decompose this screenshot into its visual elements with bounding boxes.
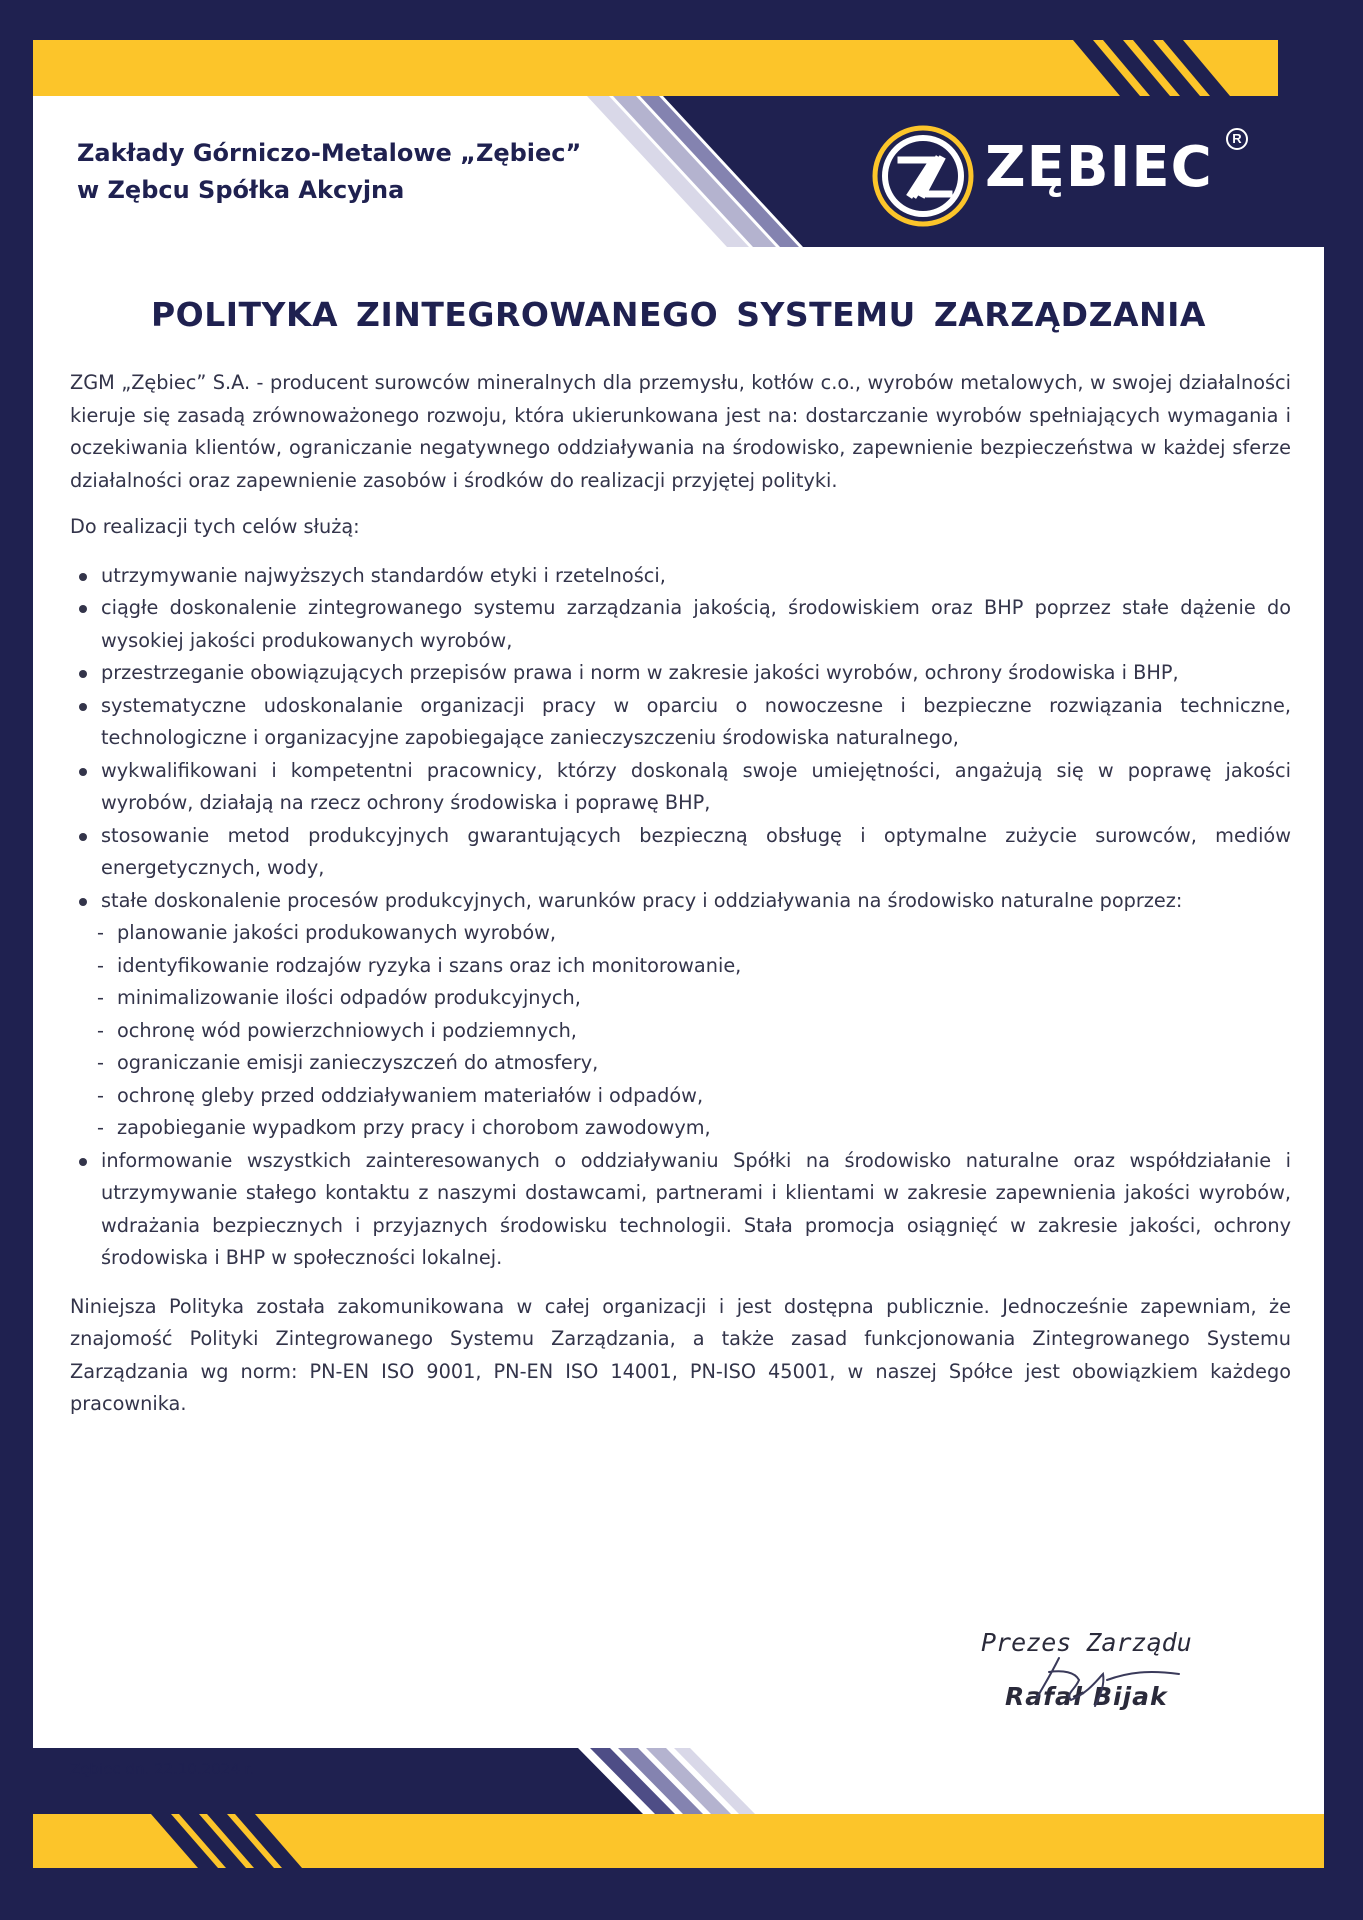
list-item: stałe doskonalenie procesów produkcyjnych, warunków pracy i oddziaływania na środowisko naturalne poprzez:	[70, 885, 1291, 918]
sub-list-item: - minimalizowanie ilości odpadów produkcyjnych,	[70, 982, 1291, 1015]
document-date: Zębiec dn. 22.10.2024 r.	[70, 1760, 255, 1778]
handwritten-signature	[979, 1628, 1279, 1738]
header-top-corner	[1278, 40, 1324, 96]
document-body	[70, 367, 1291, 1421]
document-title: POLITYKA ZINTEGROWANEGO SYSTEMU ZARZĄDZANIA	[151, 295, 1206, 334]
sub-list-item: - ochronę gleby przed oddziaływaniem materiałów i odpadów,	[70, 1080, 1291, 1113]
signature-name: Rafał Bijak	[1005, 1682, 1168, 1711]
list-item: utrzymywanie najwyższych standardów etyki i rzetelności,	[70, 560, 1291, 593]
signature-role: Prezes Zarządu	[981, 1628, 1192, 1657]
sub-list-item: - ochronę wód powierzchniowych i podziemnych,	[70, 1015, 1291, 1048]
intro-paragraph: ZGM „Zębiec” S.A. - producent surowców mineralnych dla przemysłu, kotłów c.o., wyrobów metalowych, w swojej działalności kieruje się zasadą zrównoważonego rozwoju, która ukierunkowana jest na: dostarczanie wyrobów spełniających wymagania i oczekiwania klientów, ograniczanie negatywnego oddziaływania na środowisko, zapewnienie bezpieczeństwa w każdej sferze działalności oraz zapewnienie zasobów i środków do realizacji przyjętej polityki.	[70, 371, 1291, 492]
sub-goals-list	[70, 917, 1291, 1145]
signature-block	[979, 1628, 1279, 1738]
footer-yellow-corner	[33, 1814, 151, 1868]
company-name	[77, 135, 581, 209]
list-item: wykwalifikowani i kompetentni pracownicy, którzy doskonalą swoje umiejętności, angażują się w poprawę jakości wyrobów, działają na rzecz ochrony środowiska i poprawę BHP,	[70, 755, 1291, 820]
list-item: ciągłe doskonalenie zintegrowanego systemu zarządzania jakością, środowiskiem oraz BHP poprzez stałe dążenie do wysokiej jakości produkowanych wyrobów,	[70, 592, 1291, 657]
company-name-line1: Zakłady Górniczo-Metalowe „Zębiec”	[77, 139, 582, 167]
list-item: przestrzeganie obowiązujących przepisów prawa i norm w zakresie jakości wyrobów, ochrony środowiska i BHP,	[70, 657, 1291, 690]
sub-list-item: - identyfikowanie rodzajów ryzyka i szans oraz ich monitorowanie,	[70, 950, 1291, 983]
logo-wordmark: ZĘBIEC	[985, 135, 1213, 200]
footer-navy-block	[33, 1748, 643, 1814]
document-sheet	[33, 40, 1324, 1868]
goals-list	[70, 560, 1291, 918]
closing-paragraph: Niniejsza Polityka została zakomunikowana w całej organizacji i jest dostępna publicznie. Jednocześnie zapewniam, że znajomość Polityki Zintegrowanego Systemu Zarządzania, a także zasad funkcjonowania Zintegrowanego Systemu Zarządzania wg norm: PN-EN ISO 9001, PN-EN ISO 14001, PN-ISO 45001, w naszej Spółce jest obowiązkiem każdego pracownika.	[70, 1294, 1291, 1415]
sub-list-item: - zapobieganie wypadkom przy pracy i chorobom zawodowym,	[70, 1112, 1291, 1145]
zl-monogram-logo-icon	[871, 124, 975, 228]
registered-mark: R	[1226, 128, 1248, 150]
goals-list-continued	[70, 1145, 1291, 1275]
company-name-line2: w Zębcu Spółka Akcyjna	[77, 176, 405, 204]
list-item: informowanie wszystkich zainteresowanych o oddziaływaniu Spółki na środowisko naturalne oraz współdziałanie i utrzymywanie stałego kontaktu z naszymi dostawcami, partnerami i klientami w zakresie zapewnienia jakości wyrobów, wdrażania bezpiecznych i przyjaznych środowisku technologii. Stała promocja osiągnięć w zakresie jakości, ochrony środowiska i BHP w społeczności lokalnej.	[70, 1145, 1291, 1275]
sub-list-item: - planowanie jakości produkowanych wyrobów,	[70, 917, 1291, 950]
lead-sentence: Do realizacji tych celów służą:	[70, 515, 360, 538]
list-item: systematyczne udoskonalanie organizacji pracy w oparciu o nowoczesne i bezpieczne rozwiązania techniczne, technologiczne i organizacyjne zapobiegające zanieczyszczeniu środowiska naturalnego,	[70, 690, 1291, 755]
sub-list-item: - ograniczanie emisji zanieczyszczeń do atmosfery,	[70, 1047, 1291, 1080]
list-item: stosowanie metod produkcyjnych gwarantujących bezpieczną obsługę i optymalne zużycie surowców, mediów energetycznych, wody,	[70, 820, 1291, 885]
